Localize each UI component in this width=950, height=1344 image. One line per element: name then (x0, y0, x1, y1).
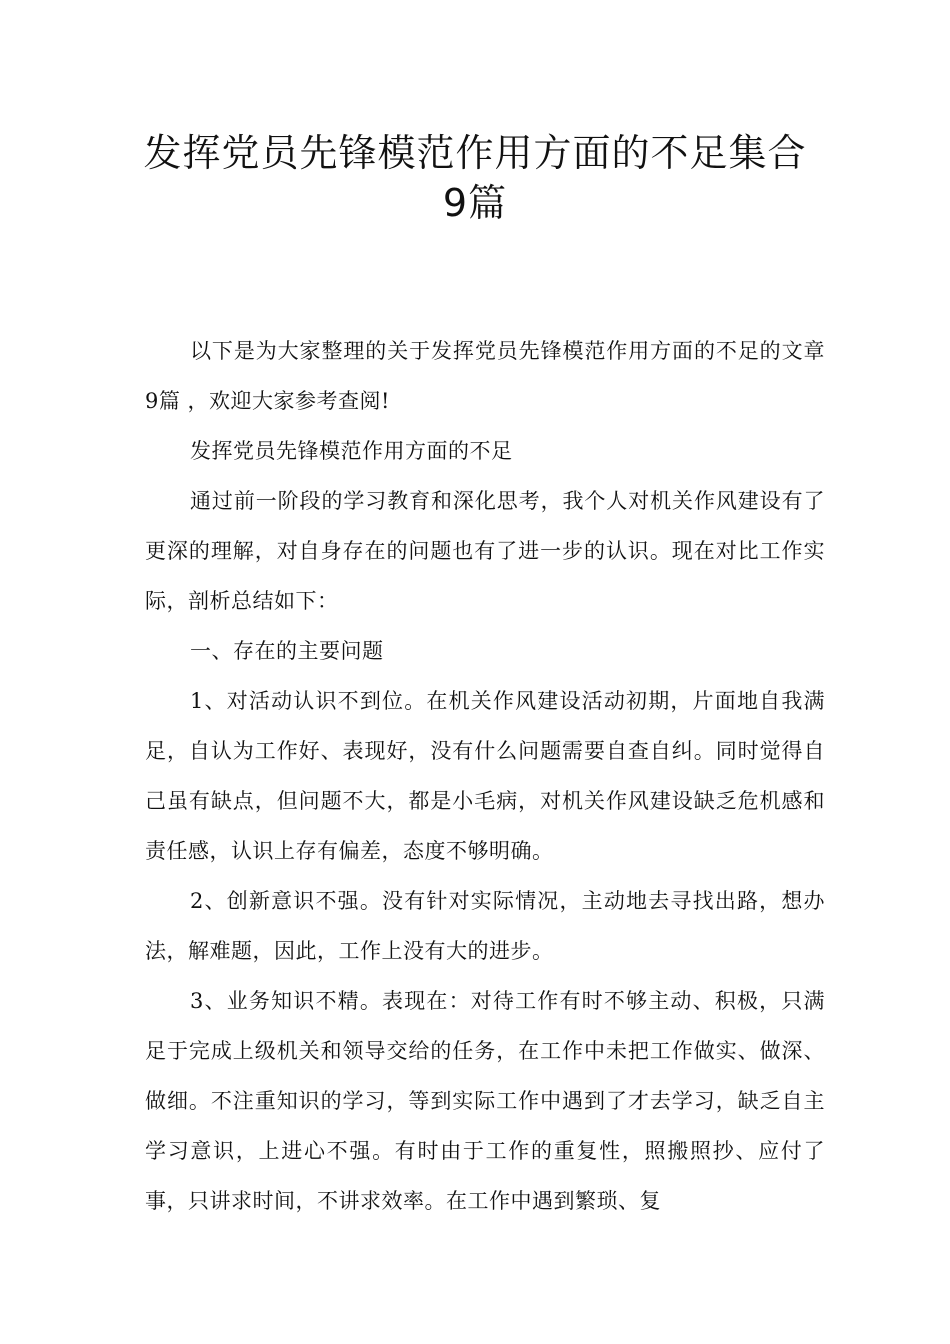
section-heading: 发挥党员先锋模范作用方面的不足 (190, 439, 513, 463)
problem-item-1: 1、对活动认识不到位。在机关作风建设活动初期，片面地自我满足，自认为工作好、表现好，没有什么问题需要自查自纠。同时觉得自己虽有缺点，但问题不大，都是小毛病，对机关作风建设缺乏危机感和责任感，认识上存有偏差，态度不够明确。 (145, 689, 825, 863)
title-line-2: 9篇 (442, 181, 508, 225)
body-paragraph: 通过前一阶段的学习教育和深化思考，我个人对机关作风建设有了更深的理解，对自身存在的问题也有了进一步的认识。现在对比工作实际，剖析总结如下： (145, 489, 825, 613)
document-title (110, 128, 840, 228)
intro-paragraph: 以下是为大家整理的关于发挥党员先锋模范作用方面的不足的文章9篇 ，欢迎大家参考查阅! (145, 339, 825, 413)
problem-item-3: 3、业务知识不精。表现在：对待工作有时不够主动、积极，只满足于完成上级机关和领导交给的任务，在工作中未把工作做实、做深、做细。不注重知识的学习，等到实际工作中遇到了才去学习，缺乏自主学习意识，上进心不强。有时由于工作的重复性，照搬照抄、应付了事，只讲求时间，不讲求效率。在工作中遇到繁琐、复 (145, 989, 825, 1213)
problem-item-2: 2、创新意识不强。没有针对实际情况，主动地去寻找出路，想办法，解难题，因此，工作上没有大的进步。 (145, 889, 825, 963)
title-line-1: 发挥党员先锋模范作用方面的不足集合 (143, 131, 807, 175)
document-body (145, 326, 825, 1226)
subheading-main-problems: 一、存在的主要问题 (190, 639, 384, 663)
